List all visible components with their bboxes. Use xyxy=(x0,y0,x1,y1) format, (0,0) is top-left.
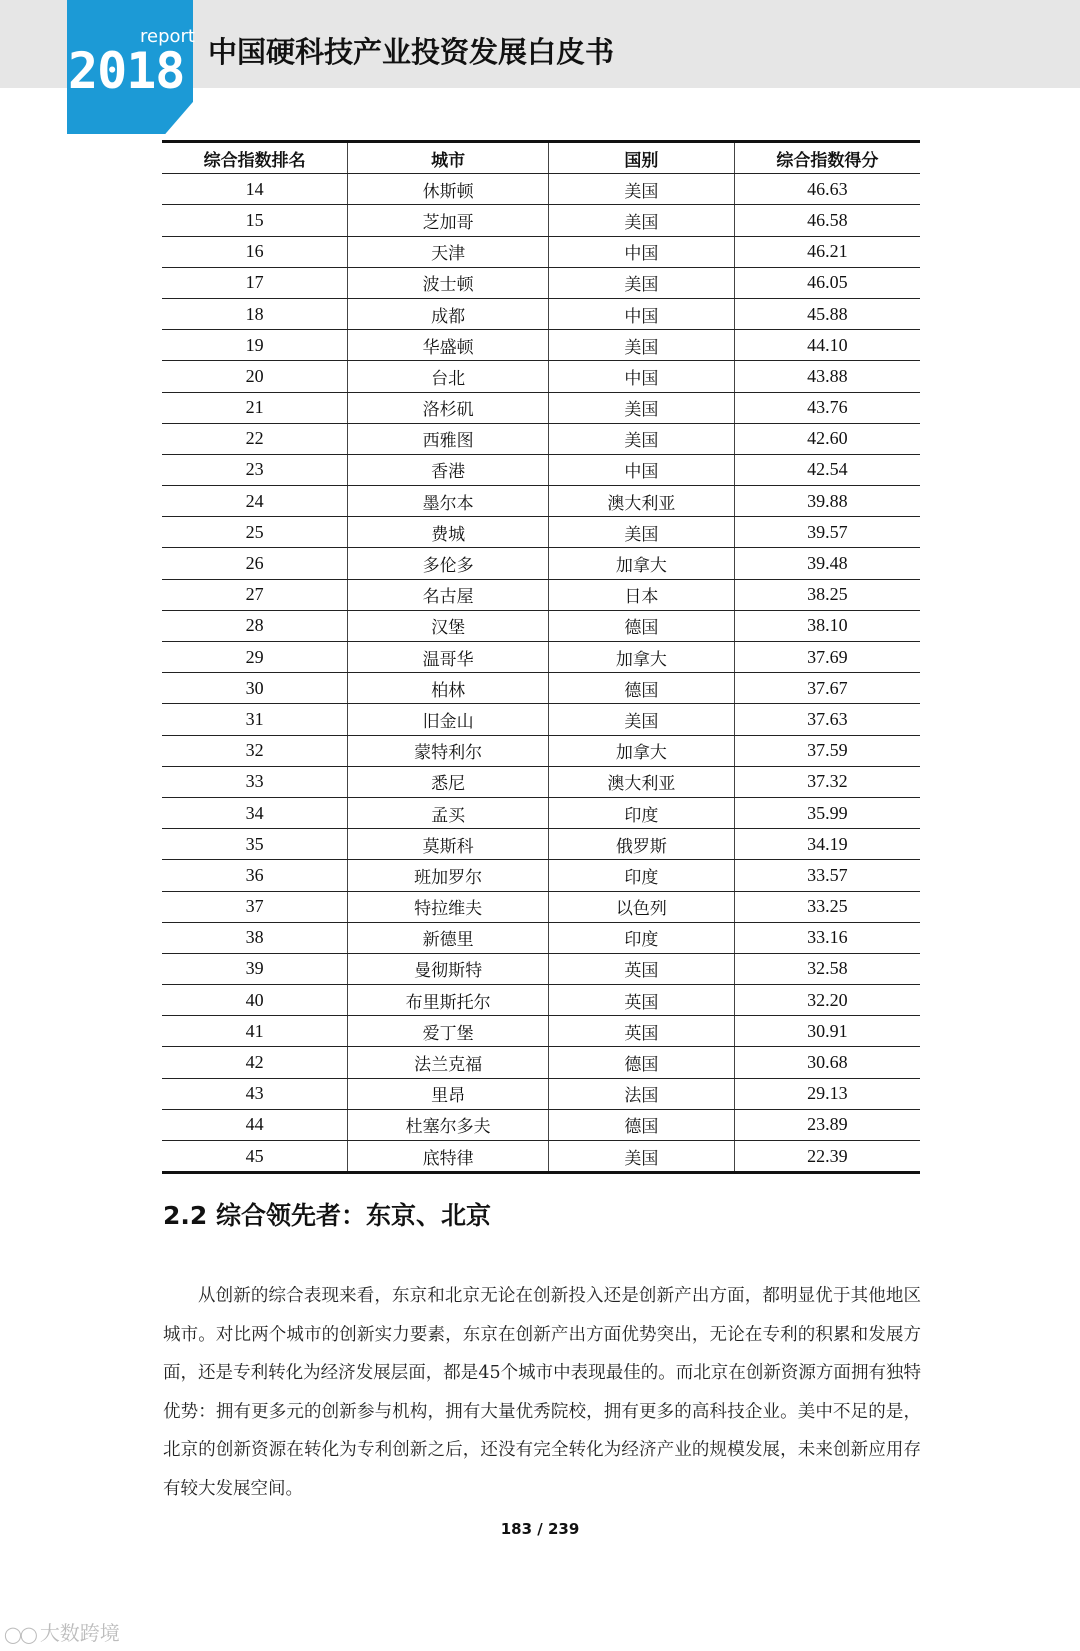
cell-city: 成都 xyxy=(348,298,549,329)
table-row xyxy=(162,330,920,361)
table-row xyxy=(162,236,920,267)
table-row xyxy=(162,517,920,548)
page-number: 183 / 239 xyxy=(500,1520,580,1538)
cell-country: 英国 xyxy=(549,953,735,984)
logo-year: 2018 xyxy=(68,42,185,100)
cell-rank: 25 xyxy=(162,517,348,548)
watermark-text: 大数跨境 xyxy=(39,1621,120,1645)
cell-city: 里昂 xyxy=(348,1078,549,1109)
cell-rank: 23 xyxy=(162,454,348,485)
cell-score: 32.58 xyxy=(734,953,920,984)
cell-city: 芝加哥 xyxy=(348,205,549,236)
cell-country: 中国 xyxy=(549,454,735,485)
cell-country: 美国 xyxy=(549,392,735,423)
cell-rank: 30 xyxy=(162,673,348,704)
cell-city: 西雅图 xyxy=(348,423,549,454)
cell-rank: 36 xyxy=(162,860,348,891)
table-row xyxy=(162,548,920,579)
cell-country: 英国 xyxy=(549,1016,735,1047)
table-row xyxy=(162,797,920,828)
cell-score: 32.20 xyxy=(734,985,920,1016)
cell-rank: 24 xyxy=(162,486,348,517)
cell-rank: 28 xyxy=(162,610,348,641)
cell-country: 美国 xyxy=(549,1141,735,1173)
table-header-row xyxy=(162,142,920,174)
cell-country: 美国 xyxy=(549,704,735,735)
cell-country: 澳大利亚 xyxy=(549,766,735,797)
cell-rank: 43 xyxy=(162,1078,348,1109)
cell-city: 香港 xyxy=(348,454,549,485)
cell-score: 33.57 xyxy=(734,860,920,891)
cell-country: 中国 xyxy=(549,361,735,392)
cell-score: 23.89 xyxy=(734,1109,920,1140)
cell-country: 中国 xyxy=(549,236,735,267)
table-row xyxy=(162,735,920,766)
cell-rank: 34 xyxy=(162,797,348,828)
cell-rank: 26 xyxy=(162,548,348,579)
cell-rank: 33 xyxy=(162,766,348,797)
cell-country: 日本 xyxy=(549,579,735,610)
cell-city: 华盛顿 xyxy=(348,330,549,361)
cell-country: 俄罗斯 xyxy=(549,829,735,860)
cell-rank: 42 xyxy=(162,1047,348,1078)
table-row xyxy=(162,579,920,610)
cell-score: 42.60 xyxy=(734,423,920,454)
cell-score: 30.91 xyxy=(734,1016,920,1047)
city-ranking-table xyxy=(162,140,920,1174)
cell-score: 37.67 xyxy=(734,673,920,704)
table-row xyxy=(162,985,920,1016)
cell-city: 温哥华 xyxy=(348,642,549,673)
section-heading: 2.2 综合领先者：东京、北京 xyxy=(163,1201,491,1230)
cell-city: 底特律 xyxy=(348,1141,549,1173)
table-row xyxy=(162,610,920,641)
cell-rank: 29 xyxy=(162,642,348,673)
cell-country: 以色列 xyxy=(549,891,735,922)
watermark xyxy=(4,1617,120,1646)
cell-rank: 40 xyxy=(162,985,348,1016)
cell-city: 旧金山 xyxy=(348,704,549,735)
cell-rank: 44 xyxy=(162,1109,348,1140)
logo-report-text: report xyxy=(140,26,195,47)
cell-rank: 39 xyxy=(162,953,348,984)
cell-country: 德国 xyxy=(549,610,735,641)
cell-score: 30.68 xyxy=(734,1047,920,1078)
cell-city: 法兰克福 xyxy=(348,1047,549,1078)
cell-city: 班加罗尔 xyxy=(348,860,549,891)
cell-country: 美国 xyxy=(549,517,735,548)
cell-country: 德国 xyxy=(549,673,735,704)
cell-country: 美国 xyxy=(549,205,735,236)
cell-score: 38.25 xyxy=(734,579,920,610)
table-row xyxy=(162,1141,920,1173)
cell-score: 37.32 xyxy=(734,766,920,797)
cell-city: 多伦多 xyxy=(348,548,549,579)
cell-city: 波士顿 xyxy=(348,267,549,298)
cell-city: 悉尼 xyxy=(348,766,549,797)
cell-city: 汉堡 xyxy=(348,610,549,641)
cell-score: 39.88 xyxy=(734,486,920,517)
cell-rank: 31 xyxy=(162,704,348,735)
cell-city: 天津 xyxy=(348,236,549,267)
cell-city: 莫斯科 xyxy=(348,829,549,860)
cell-score: 46.21 xyxy=(734,236,920,267)
cell-score: 22.39 xyxy=(734,1141,920,1173)
watermark-logo-icon: ◯◯ xyxy=(4,1625,36,1644)
cell-country: 中国 xyxy=(549,298,735,329)
cell-city: 费城 xyxy=(348,517,549,548)
cell-score: 33.25 xyxy=(734,891,920,922)
cell-score: 34.19 xyxy=(734,829,920,860)
cell-city: 曼彻斯特 xyxy=(348,953,549,984)
column-header-city: 城市 xyxy=(348,142,549,174)
cell-score: 39.48 xyxy=(734,548,920,579)
table-row xyxy=(162,205,920,236)
table-row xyxy=(162,267,920,298)
table-row xyxy=(162,174,920,205)
cell-rank: 45 xyxy=(162,1141,348,1173)
cell-country: 加拿大 xyxy=(549,735,735,766)
table-row xyxy=(162,298,920,329)
cell-country: 澳大利亚 xyxy=(549,486,735,517)
column-header-rank: 综合指数排名 xyxy=(162,142,348,174)
cell-country: 法国 xyxy=(549,1078,735,1109)
table-row xyxy=(162,1109,920,1140)
cell-rank: 27 xyxy=(162,579,348,610)
cell-rank: 14 xyxy=(162,174,348,205)
cell-city: 特拉维夫 xyxy=(348,891,549,922)
cell-city: 洛杉矶 xyxy=(348,392,549,423)
table-row xyxy=(162,953,920,984)
cell-country: 美国 xyxy=(549,423,735,454)
table-row xyxy=(162,891,920,922)
cell-rank: 20 xyxy=(162,361,348,392)
cell-city: 柏林 xyxy=(348,673,549,704)
cell-city: 墨尔本 xyxy=(348,486,549,517)
cell-city: 蒙特利尔 xyxy=(348,735,549,766)
cell-city: 杜塞尔多夫 xyxy=(348,1109,549,1140)
table-row xyxy=(162,829,920,860)
table-row xyxy=(162,392,920,423)
cell-score: 35.99 xyxy=(734,797,920,828)
cell-country: 美国 xyxy=(549,330,735,361)
table-row xyxy=(162,423,920,454)
cell-score: 44.10 xyxy=(734,330,920,361)
cell-score: 46.63 xyxy=(734,174,920,205)
cell-rank: 15 xyxy=(162,205,348,236)
cell-rank: 41 xyxy=(162,1016,348,1047)
cell-score: 46.05 xyxy=(734,267,920,298)
cell-city: 休斯顿 xyxy=(348,174,549,205)
cell-rank: 35 xyxy=(162,829,348,860)
cell-score: 45.88 xyxy=(734,298,920,329)
table-row xyxy=(162,361,920,392)
cell-score: 43.76 xyxy=(734,392,920,423)
table-row xyxy=(162,454,920,485)
table-row xyxy=(162,642,920,673)
cell-country: 加拿大 xyxy=(549,548,735,579)
table-row xyxy=(162,1078,920,1109)
cell-rank: 38 xyxy=(162,922,348,953)
cell-score: 42.54 xyxy=(734,454,920,485)
cell-rank: 18 xyxy=(162,298,348,329)
table-row xyxy=(162,860,920,891)
cell-score: 37.63 xyxy=(734,704,920,735)
cell-score: 33.16 xyxy=(734,922,920,953)
cell-country: 英国 xyxy=(549,985,735,1016)
cell-country: 印度 xyxy=(549,922,735,953)
cell-score: 39.57 xyxy=(734,517,920,548)
cell-country: 德国 xyxy=(549,1047,735,1078)
cell-city: 布里斯托尔 xyxy=(348,985,549,1016)
cell-city: 孟买 xyxy=(348,797,549,828)
table-body xyxy=(162,174,920,1173)
cell-country: 印度 xyxy=(549,797,735,828)
cell-country: 印度 xyxy=(549,860,735,891)
cell-rank: 21 xyxy=(162,392,348,423)
cell-country: 加拿大 xyxy=(549,642,735,673)
cell-rank: 16 xyxy=(162,236,348,267)
cell-rank: 32 xyxy=(162,735,348,766)
cell-city: 爱丁堡 xyxy=(348,1016,549,1047)
table-row xyxy=(162,1047,920,1078)
table-row xyxy=(162,766,920,797)
cell-city: 新德里 xyxy=(348,922,549,953)
cell-rank: 37 xyxy=(162,891,348,922)
table-row xyxy=(162,673,920,704)
cell-score: 37.59 xyxy=(734,735,920,766)
table-row xyxy=(162,704,920,735)
column-header-score: 综合指数得分 xyxy=(734,142,920,174)
cell-country: 德国 xyxy=(549,1109,735,1140)
cell-rank: 19 xyxy=(162,330,348,361)
cell-rank: 17 xyxy=(162,267,348,298)
cell-score: 38.10 xyxy=(734,610,920,641)
table-row xyxy=(162,922,920,953)
column-header-country: 国别 xyxy=(549,142,735,174)
cell-score: 29.13 xyxy=(734,1078,920,1109)
cell-rank: 22 xyxy=(162,423,348,454)
cell-score: 43.88 xyxy=(734,361,920,392)
cell-city: 名古屋 xyxy=(348,579,549,610)
cell-country: 美国 xyxy=(549,174,735,205)
cell-country: 美国 xyxy=(549,267,735,298)
cell-score: 37.69 xyxy=(734,642,920,673)
cell-city: 台北 xyxy=(348,361,549,392)
table-row xyxy=(162,1016,920,1047)
document-title: 中国硬科技产业投资发展白皮书 xyxy=(208,35,615,69)
table-row xyxy=(162,486,920,517)
cell-score: 46.58 xyxy=(734,205,920,236)
section-body-paragraph: 从创新的综合表现来看，东京和北京无论在创新投入还是创新产出方面，都明显优于其他地区城市。对比两个城市的创新实力要素，东京在创新产出方面优势突出，无论在专利的积累和发展方面，还是专利转化为经济发展层面，都是45个城市中表现最佳的。而北京在创新资源方面拥有独特优势：拥有更多元的创新参与机构，拥有大量优秀院校，拥有更多的高科技企业。美中不足的是，北京的创新资源在转化为专利创新之后，还没有完全转化为经济产业的规模发展，未来创新应用存有较大发展空间。 xyxy=(163,1286,921,1499)
